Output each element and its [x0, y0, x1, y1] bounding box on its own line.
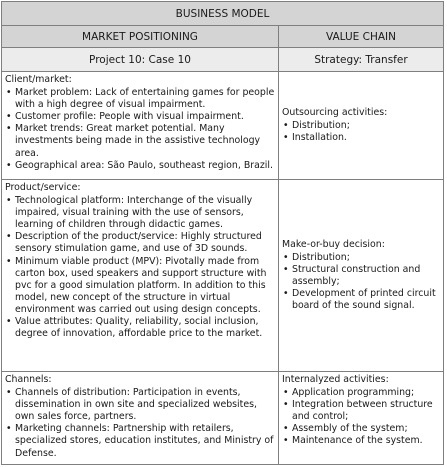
business-model-table [1, 1, 444, 465]
list-item: • Development of printed circuit board of the sound signal. [282, 288, 440, 312]
project-label: Project 10: Case 10 [2, 48, 279, 71]
list-item: • Description of the product/service: Highly structured sensory stimulation game, and use of 3D sounds. [5, 231, 275, 255]
product-service-cell [2, 180, 279, 371]
list-item: • Structural construction and assembly; [282, 264, 440, 288]
column-header-value-chain: VALUE CHAIN [325, 30, 397, 43]
list-item: • Technological platform: Interchange of the visually impaired, visual training with the use of sensors, learning of children through didactic games. [5, 195, 275, 231]
list-item: • Minimum viable product (MPV): Pivotally made from carton box, used speakers and support structure with pvc for a good simulation platform. In addition to this model, new concept of the structure in virtual environment was carried out using design concepts. [5, 256, 275, 316]
bullet-list [5, 387, 275, 460]
section-heading: Client/market: [5, 74, 72, 85]
list-item: • Integration between structure and control; [282, 399, 440, 423]
bullet-list [282, 252, 440, 312]
internalized-activities-cell [279, 372, 443, 464]
bullet-list [5, 195, 275, 340]
section-heading: Make-or-buy decision: [282, 238, 385, 250]
list-item: • Maintenance of the system. [282, 435, 440, 447]
list-item: • Geographical area: São Paulo, southeast region, Brazil. [5, 160, 275, 172]
section-client-market [2, 72, 443, 180]
section-product-service [2, 180, 443, 372]
client-market-cell [2, 72, 279, 179]
list-item: • Installation. [282, 132, 440, 144]
channels-cell [2, 372, 279, 464]
list-item: • Market trends: Great market potential. Many investments being made in the assistive technology area. [5, 123, 275, 159]
project-row [2, 48, 443, 72]
section-heading: Channels: [5, 374, 52, 385]
column-header-row [2, 26, 443, 48]
outsourcing-cell [279, 72, 443, 179]
section-channels [2, 372, 443, 464]
bullet-list [5, 87, 275, 172]
section-heading: Outsourcing activities: [282, 106, 388, 118]
column-header-market-positioning: MARKET POSITIONING [2, 26, 279, 47]
list-item: • Customer profile: People with visual impairment. [5, 111, 275, 123]
bullet-list [282, 120, 440, 144]
list-item: • Assembly of the system; [282, 423, 440, 435]
list-item: • Distribution; [282, 120, 440, 132]
make-or-buy-cell [279, 180, 443, 371]
list-item: • Application programming; [282, 387, 440, 399]
strategy-label: Strategy: Transfer [314, 53, 408, 66]
section-heading: Internalyzed activities: [282, 374, 389, 385]
table-title: BUSINESS MODEL [2, 2, 443, 26]
list-item: • Distribution; [282, 252, 440, 264]
section-heading: Product/service: [5, 182, 81, 193]
list-item: • Value attributes: Quality, reliability, social inclusion, degree of innovation, affordable price to the market. [5, 316, 275, 340]
bullet-list [282, 387, 440, 447]
list-item: • Marketing channels: Partnership with retailers, specialized stores, education institutes, and Ministry of Defense. [5, 423, 275, 459]
list-item: • Channels of distribution: Participation in events, dissemination in own site and specialized websites, own sales force, partners. [5, 387, 275, 423]
list-item: • Market problem: Lack of entertaining games for people with a high degree of visual impairment. [5, 87, 275, 111]
